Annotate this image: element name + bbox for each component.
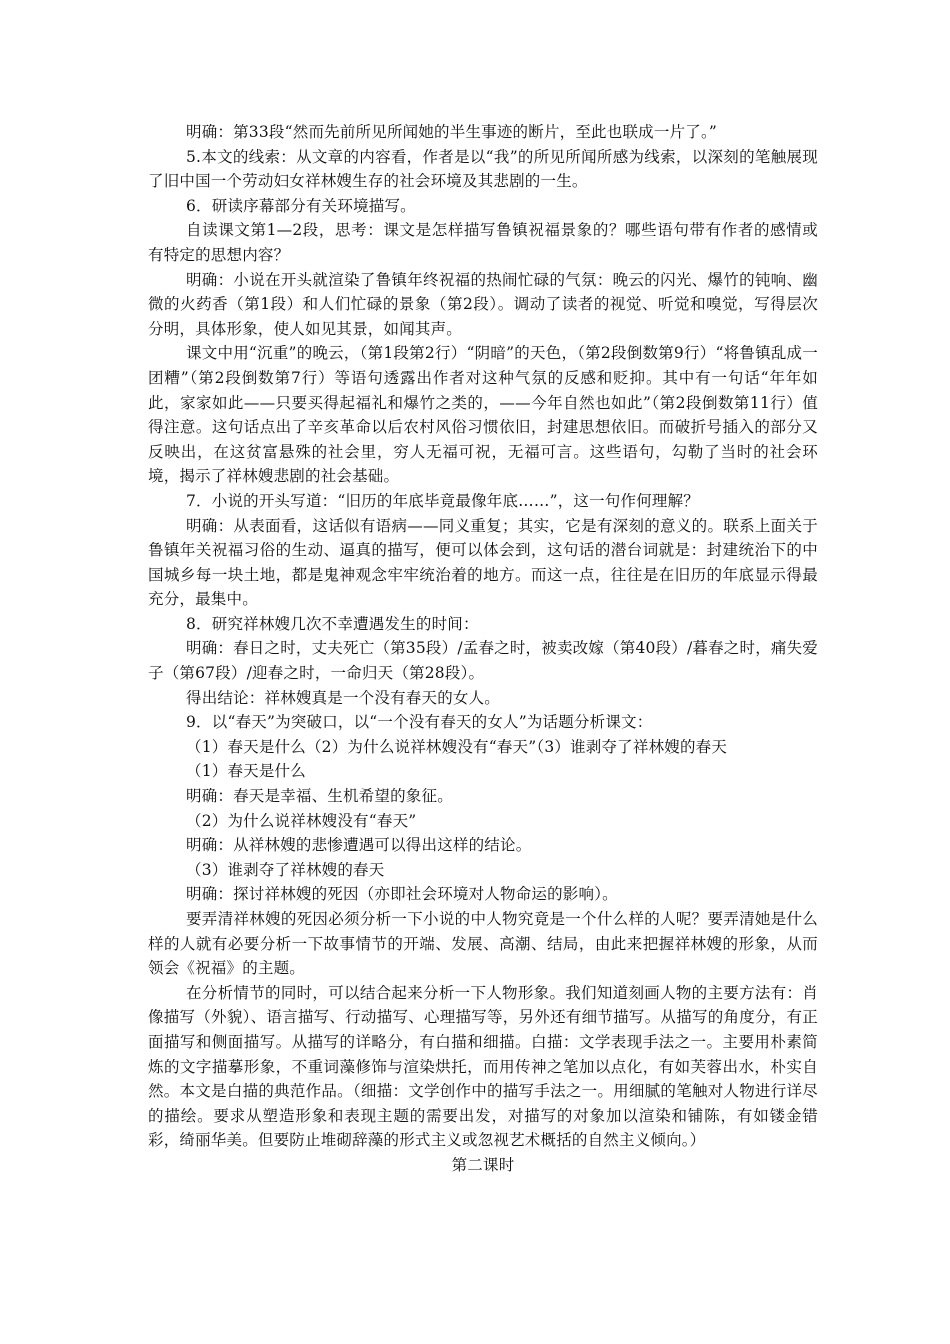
paragraph: 5.本文的线索：从文章的内容看，作者是以“我”的所见所闻所感为线索，以深刻的笔触展现了旧中国一个劳动妇女祥林嫂生存的社会环境及其悲剧的一生。 — [148, 147, 818, 191]
paragraph: （3）谁剥夺了祥林嫂的春天 — [186, 860, 385, 879]
section-heading: 第二课时 — [451, 1155, 515, 1174]
paragraph: 明确：从表面看，这话似有语病——同义重复；其实，它是有深刻的意义的。联系上面关于鲁镇年关祝福习俗的生动、逼真的描写，便可以体会到，这句话的潜台词就是：封建统治下的中国城乡每一块土地，都是鬼神观念牢牢统治着的地方。而这一点，往往是在旧历的年底显示得最充分，最集中。 — [148, 516, 818, 609]
paragraph: （2）为什么说祥林嫂没有“春天” — [186, 811, 417, 830]
paragraph: 明确：春日之时，丈夫死亡（第35段）/孟春之时，被卖改嫁（第40段）/暮春之时，痛失爱子（第67段）/迎春之时，一命归天（第28段）。 — [148, 639, 818, 683]
paragraph: （1）春天是什么 — [186, 762, 306, 781]
paragraph: 明确：从祥林嫂的悲惨遭遇可以得出这样的结论。 — [186, 836, 532, 855]
paragraph: 8．研究祥林嫂几次不幸遭遇发生的时间： — [186, 614, 479, 633]
paragraph: 明确：春天是幸福、生机希望的象征。 — [186, 787, 453, 806]
paragraph: 要弄清祥林嫂的死因必须分析一下小说的中人物究竟是一个什么样的人呢？要弄清她是什么样的人就有必要分析一下故事情节的开端、发展、高潮、结局，由此来把握祥林嫂的形象，从而领会《祝福》的主题。 — [148, 910, 818, 978]
paragraph: 课文中用“沉重”的晚云，（第1段第2行）“阴暗”的天色，（第2段倒数第9行）“将鲁镇乱成一团糟”（第2段倒数第7行）等语句透露出作者对这种气氛的反感和贬抑。其中有一句话“年年如此，家家如此——只要买得起福礼和爆竹之类的，——今年自然也如此”（第2段倒数第11行）值得注意。这句话点出了辛亥革命以后农村风俗习惯依旧，封建思想依旧。而破折号插入的部分又反映出，在这贫富悬殊的社会里，穷人无福可祝，无福可言。这些语句，勾勒了当时的社会环境，揭示了祥林嫂悲剧的社会基础。 — [148, 344, 818, 486]
document-page — [148, 120, 818, 1178]
paragraph: （1）春天是什么（2）为什么说祥林嫂没有“春天”（3）谁剥夺了祥林嫂的春天 — [186, 737, 728, 756]
paragraph: 明确：第33段“然而先前所见所闻她的半生事迹的断片，至此也联成一片了。” — [186, 123, 718, 141]
paragraph: 明确：小说在开头就渲染了鲁镇年终祝福的热闹忙碌的气氛：晚云的闪光、爆竹的钝响、幽微的火药香（第1段）和人们忙碌的景象（第2段）。调动了读者的视觉、听觉和嗅觉，写得层次分明，具体形象，使人如见其景，如闻其声。 — [148, 270, 818, 338]
paragraph: 在分析情节的同时，可以结合起来分析一下人物形象。我们知道刻画人物的主要方法有：肖像描写（外貌）、语言描写、行动描写、心理描写等，另外还有细节描写。从描写的角度分，有正面描写和侧面描写。从描写的详略分，有白描和细描。白描：文学表现手法之一。主要用朴素简炼的文字描摹形象，不重词藻修饰与渲染烘托，而用传神之笔加以点化，有如芙蓉出水，朴实自然。本文是白描的典范作品。（细描：文学创作中的描写手法之一。用细腻的笔触对人物进行详尽的描绘。要求从塑造形象和表现主题的需要出发，对描写的对象加以渲染和铺陈，有如镂金错彩，绮丽华美。但要防止堆砌辞藻的形式主义或忽视艺术概括的自然主义倾向。） — [148, 983, 818, 1150]
paragraph: 9．以“春天”为突破口，以“一个没有春天的女人”为话题分析课文： — [186, 713, 653, 732]
paragraph: 明确：探讨祥林嫂的死因（亦即社会环境对人物命运的影响）。 — [186, 885, 618, 904]
paragraph: 自读课文第1—2段，思考：课文是怎样描写鲁镇祝福景象的？哪些语句带有作者的感情或有特定的思想内容？ — [148, 221, 818, 264]
paragraph: 7．小说的开头写道：“旧历的年底毕竟最像年底……”，这一句作何理解？ — [186, 491, 700, 510]
paragraph: 得出结论：祥林嫂真是一个没有春天的女人。 — [186, 688, 501, 707]
paragraph: 6．研读序幕部分有关环境描写。 — [186, 196, 416, 215]
